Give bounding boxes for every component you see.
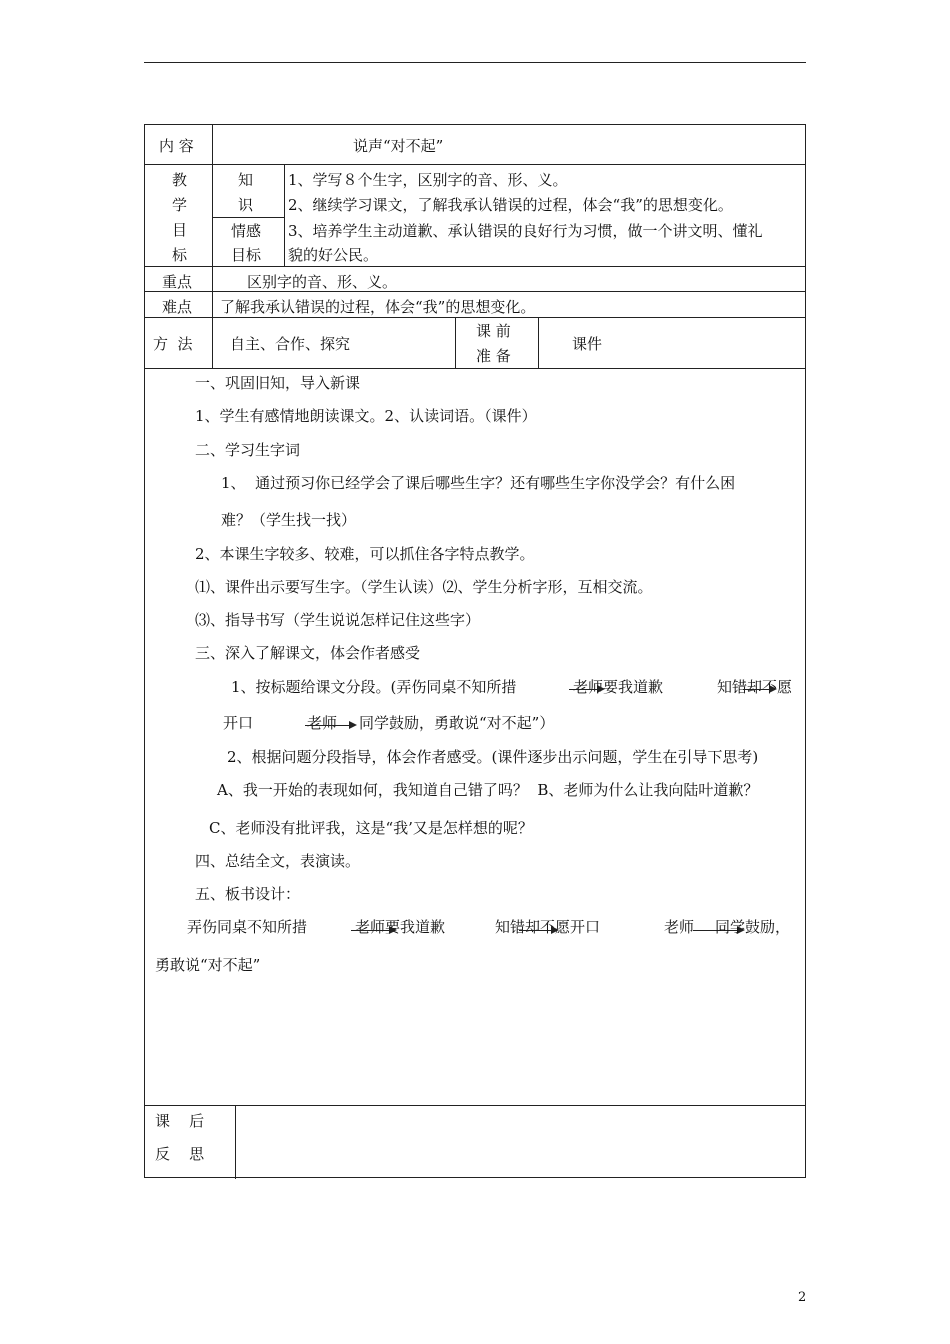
- row-divider: [145, 164, 805, 165]
- board-text: 老师: [664, 918, 695, 936]
- flow-arrow: [519, 930, 553, 931]
- knowledge-label-char: 识: [238, 196, 254, 214]
- section-title: 四、总结全文，表演读。: [195, 852, 361, 870]
- emotion-label-line: 情感: [231, 222, 262, 240]
- process-line: 同学鼓励，勇敢说“对不起”）: [359, 714, 555, 732]
- process-line: 老师: [307, 714, 338, 732]
- board-text: 弄伤同桌不知所措: [187, 918, 308, 936]
- lesson-title: 说声“对不起”: [353, 137, 444, 155]
- section-title: 五、板书设计：: [195, 885, 301, 903]
- row-divider: [145, 368, 805, 369]
- process-line: 2、本课生字较多、较难，可以抓住各字特点教学。: [195, 545, 535, 563]
- goal-item: 2、继续学习课文，了解我承认错误的过程，体会“我”的思想变化。: [288, 196, 733, 214]
- goals-label-char: 学: [172, 196, 188, 214]
- process-line: 1、 通过预习你已经学会了课后哪些生字？还有哪些生字你没学会？有什么困: [221, 474, 736, 492]
- goals-label-char: 标: [172, 246, 188, 264]
- col-divider: [235, 1105, 236, 1179]
- col-divider: [284, 164, 285, 266]
- emotion-label-line: 目标: [231, 246, 262, 264]
- col-divider: [538, 317, 539, 368]
- process-line: ⑴、课件出示要写生字。（学生认读）⑵、学生分析字形，互相交流。: [195, 578, 653, 596]
- board-text: 勇敢说“对不起”: [155, 956, 261, 974]
- process-line: 1、学生有感情地朗读课文。2、认读词语。（课件）: [195, 407, 537, 425]
- reflection-label: 反 思: [155, 1145, 205, 1163]
- process-line: 开口: [223, 714, 254, 732]
- row-divider: [145, 291, 805, 292]
- goals-label-char: 目: [172, 221, 188, 239]
- col-divider: [212, 125, 213, 368]
- process-line: A、我一开始的表现如何，我知道自己错了吗？ B、老师为什么让我向陆叶道歉？: [217, 781, 759, 799]
- board-text: 同学鼓励，: [715, 918, 791, 936]
- process-line: 知错却不愿: [717, 678, 793, 696]
- goal-item: 3、培养学生主动道歉、承认错误的良好行为习惯，做一个讲文明、懂礼: [288, 222, 763, 240]
- content-label: 内 容: [159, 137, 194, 155]
- process-line: 2、根据问题分段指导，体会作者感受。(课件逐步出示问题，学生在引导下思考): [227, 748, 759, 766]
- prep-label-line: 准 备: [476, 347, 511, 365]
- goals-label-char: 教: [172, 171, 188, 189]
- row-divider: [145, 266, 805, 267]
- process-line: 难？（学生找一找）: [221, 511, 357, 529]
- lesson-plan-table: [144, 124, 806, 1178]
- prep-label-line: 课 前: [476, 322, 511, 340]
- flow-arrow: [569, 689, 599, 690]
- cell-divider: [212, 217, 284, 218]
- row-divider: [145, 1105, 805, 1106]
- method-text: 自主、合作、探究: [230, 335, 351, 353]
- reflection-label: 课 后: [155, 1112, 205, 1130]
- process-line: 1、按标题给课文分段。(弄伤同桌不知所措: [231, 678, 517, 696]
- flow-arrow: [305, 725, 351, 726]
- prep-value: 课件: [572, 335, 603, 353]
- flow-arrow: [743, 689, 771, 690]
- section-title: 一、巩固旧知，导入新课: [195, 374, 361, 392]
- section-title: 三、深入了解课文，体会作者感受: [195, 644, 421, 662]
- section-title: 二、学习生字词: [195, 441, 301, 459]
- knowledge-label-char: 知: [238, 171, 254, 189]
- key-point-text: 区别字的音、形、义。: [247, 273, 398, 291]
- reflection-area: [237, 1107, 803, 1177]
- process-line: C、老师没有批评我，这是“我’又是怎样想的呢？: [209, 819, 533, 837]
- header-rule: [144, 62, 806, 63]
- goal-item: 1、学写８个生字，区别字的音、形、义。: [288, 171, 568, 189]
- board-text: 老师要我道歉: [355, 918, 446, 936]
- difficulty-label: 难点: [162, 298, 193, 316]
- flow-arrow: [351, 930, 391, 931]
- page-number: 2: [798, 1290, 807, 1305]
- method-label: 方 法: [153, 335, 193, 353]
- row-divider: [145, 317, 805, 318]
- process-line: 老师要我道歉: [573, 678, 664, 696]
- col-divider: [455, 317, 456, 368]
- goal-item: 貌的好公民。: [288, 246, 379, 264]
- key-point-label: 重点: [162, 273, 193, 291]
- process-line: ⑶、指导书写（学生说说怎样记住这些字）: [195, 611, 481, 629]
- difficulty-text: 了解我承认错误的过程，体会“我”的思想变化。: [220, 298, 536, 316]
- board-text: 知错却不愿开口: [495, 918, 601, 936]
